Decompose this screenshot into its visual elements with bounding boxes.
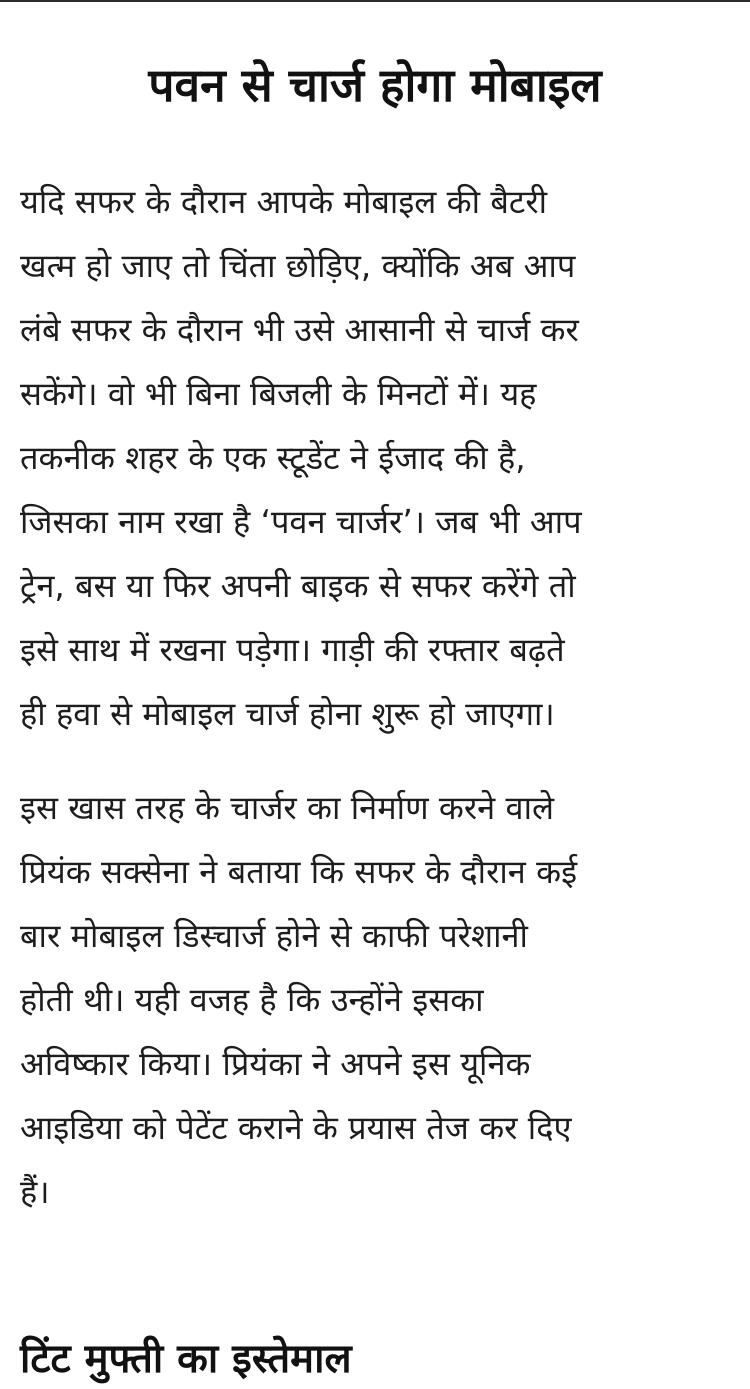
paragraph-line: आइडिया को पेटेंट कराने के प्रयास तेज कर दिए — [20, 1109, 572, 1147]
paragraph-line: जिसका नाम रखा है ‘पवन चार्जर’। जब भी आप — [20, 503, 582, 541]
article-headline: पवन से चार्ज होगा मोबाइल — [148, 58, 602, 112]
article-paragraph — [20, 776, 730, 1224]
paragraph-line: बार मोबाइल डिस्चार्ज होने से काफी परेशानी — [20, 917, 528, 955]
section-subheading: टिंट मुफ्ती का इस्तेमाल — [20, 1336, 352, 1383]
paragraph-line: होती थी। यही वजह है कि उन्होंने इसका — [20, 981, 484, 1019]
paragraph-line: हैं। — [20, 1173, 50, 1211]
paragraph-line: तकनीक शहर के एक स्टूडेंट ने ईजाद की है, — [20, 439, 526, 477]
paragraph-line: इस खास तरह के चार्जर का निर्माण करने वाले — [20, 789, 555, 827]
paragraph-line: अविष्कार किया। प्रियंका ने अपने इस यूनिक — [20, 1045, 531, 1083]
paragraph-line: सकेंगे। वो भी बिना बिजली के मिनटों में। यह — [20, 375, 537, 413]
paragraph-line: प्रियंक सक्सेना ने बताया कि सफर के दौरान कई — [20, 853, 578, 891]
paragraph-line: खत्म हो जाए तो चिंता छोड़िए, क्योंकि अब आप — [20, 247, 576, 285]
paragraph-line: यदि सफर के दौरान आपके मोबाइल की बैटरी — [20, 183, 548, 221]
paragraph-line: इसे साथ में रखना पड़ेगा। गाड़ी की रफ्तार बढ़ते — [20, 631, 565, 669]
paragraph-line: लंबे सफर के दौरान भी उसे आसानी से चार्ज कर — [20, 311, 579, 349]
paragraph-line: ही हवा से मोबाइल चार्ज होना शुरू हो जाएगा। — [20, 695, 555, 733]
article-paragraph — [20, 170, 730, 746]
paragraph-line: ट्रेन, बस या फिर अपनी बाइक से सफर करेंगे तो — [20, 567, 576, 605]
